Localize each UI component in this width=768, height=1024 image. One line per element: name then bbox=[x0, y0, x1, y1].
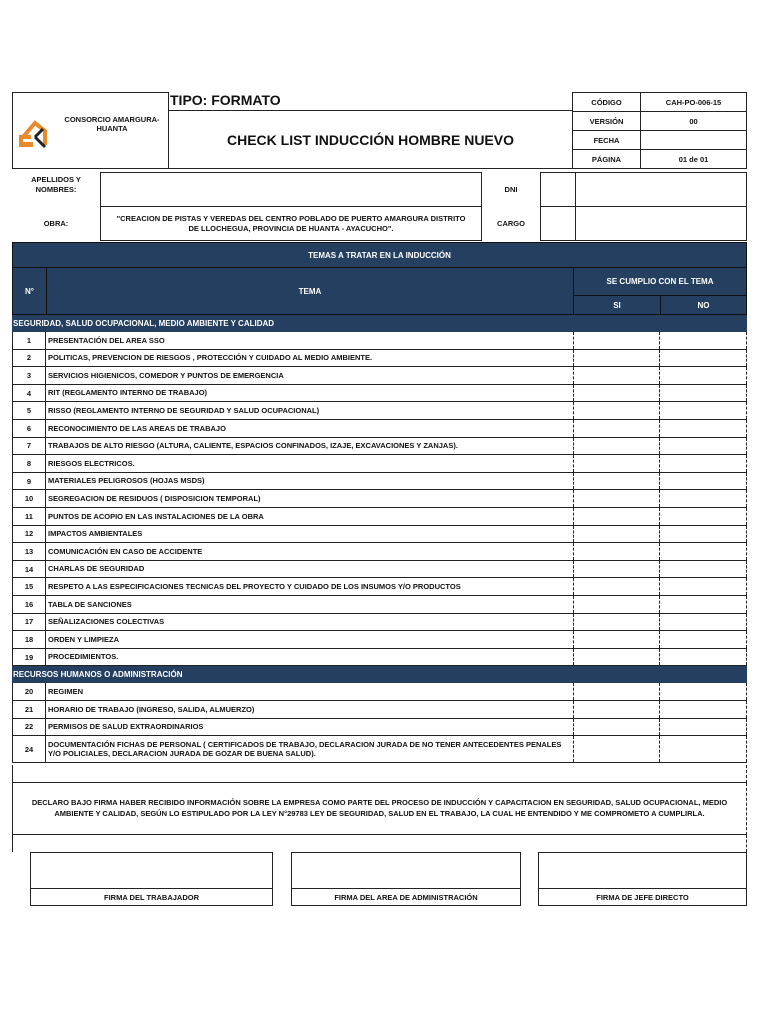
checkbox-si[interactable] bbox=[573, 578, 660, 595]
table-row bbox=[12, 631, 747, 649]
document-type: TIPO: FORMATO bbox=[170, 92, 281, 108]
row-topic: TABLA DE SANCIONES bbox=[48, 599, 132, 609]
company-logo-icon bbox=[17, 115, 51, 149]
row-number: 10 bbox=[12, 490, 46, 507]
checkbox-si[interactable] bbox=[573, 701, 660, 718]
row-number: 9 bbox=[12, 473, 46, 490]
checkbox-no[interactable] bbox=[660, 701, 747, 718]
table-row bbox=[12, 508, 747, 526]
signature-label: FIRMA DEL TRABAJADOR bbox=[30, 888, 273, 906]
obra-field: "CREACION DE PISTAS Y VEREDAS DEL CENTRO POBLADO DE PUERTO AMARGURA DISTRITO DE LLOCHEGUA, PROVINCIA DE HUANTA - AYACUCHO". bbox=[100, 206, 482, 241]
row-number: 19 bbox=[12, 649, 46, 666]
checkbox-si[interactable] bbox=[573, 526, 660, 543]
checkbox-no[interactable] bbox=[660, 490, 747, 507]
row-topic: DOCUMENTACIÓN FICHAS DE PERSONAL ( CERTIFICADOS DE TRABAJO, DECLARACION JURADA DE NO TENER ANTECEDENTES PENALES Y/O POLICIALES, DECLARACION JURADA DE GOZAR DE BUENA SALUD). bbox=[48, 739, 562, 759]
checkbox-no[interactable] bbox=[660, 332, 747, 349]
table-title: TEMAS A TRATAR EN LA INDUCCIÓN bbox=[13, 243, 746, 268]
checkbox-no[interactable] bbox=[660, 420, 747, 437]
table-row bbox=[12, 332, 747, 350]
empty-row bbox=[12, 765, 747, 783]
signature-label: FIRMA DE JEFE DIRECTO bbox=[538, 888, 747, 906]
row-number: 12 bbox=[12, 526, 46, 543]
table-row bbox=[12, 649, 747, 667]
row-topic: MATERIALES PELIGROSOS (HOJAS MSDS) bbox=[48, 476, 205, 486]
table-row bbox=[12, 561, 747, 579]
checkbox-si[interactable] bbox=[573, 438, 660, 455]
table-row bbox=[12, 736, 747, 763]
row-number: 11 bbox=[12, 508, 46, 525]
col-si: SI bbox=[574, 296, 661, 315]
checkbox-si[interactable] bbox=[573, 683, 660, 700]
row-number: 4 bbox=[12, 385, 46, 402]
row-topic: HORARIO DE TRABAJO (INGRESO, SALIDA, ALMUERZO) bbox=[48, 704, 255, 714]
checkbox-si[interactable] bbox=[573, 490, 660, 507]
checkbox-si[interactable] bbox=[573, 631, 660, 648]
col-no: NO bbox=[697, 301, 710, 310]
checkbox-si[interactable] bbox=[573, 385, 660, 402]
row-number: 22 bbox=[12, 719, 46, 736]
row-topic: RISSO (REGLAMENTO INTERNO DE SEGURIDAD Y SALUD OCUPACIONAL) bbox=[48, 406, 320, 415]
row-number: 3 bbox=[12, 367, 46, 384]
row-number: 14 bbox=[12, 561, 46, 578]
obra-label: OBRA: bbox=[43, 218, 69, 228]
table-row bbox=[12, 543, 747, 561]
row-number: 17 bbox=[12, 614, 46, 631]
checkbox-si[interactable] bbox=[573, 649, 660, 666]
checkbox-si[interactable] bbox=[573, 614, 660, 631]
cargo-box-a[interactable] bbox=[540, 206, 576, 241]
section-header: SEGURIDAD, SALUD OCUPACIONAL, MEDIO AMBIENTE Y CALIDAD bbox=[12, 315, 747, 332]
checkbox-no[interactable] bbox=[660, 438, 747, 455]
table-row bbox=[12, 683, 747, 701]
row-topic: RIT (REGLAMENTO INTERNO DE TRABAJO) bbox=[48, 388, 208, 398]
dni-box-a[interactable] bbox=[540, 172, 576, 207]
row-topic: RIESGOS ELECTRICOS. bbox=[48, 458, 135, 468]
row-number: 6 bbox=[12, 420, 46, 437]
table-row bbox=[12, 719, 747, 737]
cargo-label: CARGO bbox=[497, 218, 525, 228]
dni-label: DNI bbox=[504, 184, 518, 194]
meta-value-2 bbox=[640, 130, 747, 150]
table-row bbox=[12, 473, 747, 491]
row-number: 5 bbox=[12, 402, 46, 419]
checkbox-si[interactable] bbox=[573, 508, 660, 525]
col-cumplio: SE CUMPLIO CON EL TEMA bbox=[574, 268, 746, 296]
table-row bbox=[12, 455, 747, 473]
signature-box[interactable] bbox=[538, 852, 747, 889]
row-topic: POLITICAS, PREVENCION DE RIESGOS , PROTECCIÓN Y CUIDADO AL MEDIO AMBIENTE. bbox=[48, 353, 373, 363]
meta-value-0: CAH-PO-006-15 bbox=[640, 92, 747, 112]
checkbox-si[interactable] bbox=[573, 332, 660, 349]
meta-label-2: FECHA bbox=[572, 130, 641, 150]
row-number: 24 bbox=[12, 736, 46, 762]
page-title: CHECK LIST INDUCCIÓN HOMBRE NUEVO bbox=[168, 110, 573, 169]
checkbox-si[interactable] bbox=[573, 350, 660, 367]
checkbox-no[interactable] bbox=[660, 508, 747, 525]
row-number: 8 bbox=[12, 455, 46, 472]
table-row bbox=[12, 350, 747, 368]
checkbox-si[interactable] bbox=[573, 367, 660, 384]
checkbox-si[interactable] bbox=[573, 473, 660, 490]
row-topic: REGIMEN bbox=[48, 687, 84, 696]
table-row bbox=[12, 578, 747, 596]
names-field[interactable] bbox=[100, 172, 482, 207]
row-topic: CHARLAS DE SEGURIDAD bbox=[48, 564, 145, 574]
checkbox-si[interactable] bbox=[573, 561, 660, 578]
row-topic: PUNTOS DE ACOPIO EN LAS INSTALACIONES DE LA OBRA bbox=[48, 511, 264, 521]
table-row bbox=[12, 438, 747, 456]
table-row bbox=[12, 385, 747, 403]
row-topic: SERVICIOS HIGIENICOS, COMEDOR Y PUNTOS DE EMERGENCIA bbox=[48, 370, 284, 380]
checkbox-no[interactable] bbox=[660, 473, 747, 490]
row-number: 13 bbox=[12, 543, 46, 560]
meta-value-3: 01 de 01 bbox=[640, 149, 747, 169]
checkbox-no[interactable] bbox=[660, 402, 747, 419]
table-row bbox=[12, 402, 747, 420]
checkbox-si[interactable] bbox=[573, 402, 660, 419]
checkbox-no[interactable] bbox=[660, 578, 747, 595]
checkbox-no[interactable] bbox=[660, 631, 747, 648]
table-row bbox=[12, 526, 747, 544]
row-topic: RECONOCIMIENTO DE LAS AREAS DE TRABAJO bbox=[48, 423, 226, 433]
checkbox-no[interactable] bbox=[660, 649, 747, 666]
names-label: APELLIDOS Y NOMBRES: bbox=[31, 175, 81, 194]
signature-label: FIRMA DEL AREA DE ADMINISTRACIÓN bbox=[291, 888, 521, 906]
section-header: RECURSOS HUMANOS O ADMINISTRACIÓN bbox=[12, 666, 747, 683]
row-number: 2 bbox=[12, 350, 46, 367]
checkbox-no[interactable] bbox=[660, 683, 747, 700]
declaration-text: DECLARO BAJO FIRMA HABER RECIBIDO INFORMACIÓN SOBRE LA EMPRESA COMO PARTE DEL PROCESO DE INDUCCIÓN Y CAPACITACION EN SEGURIDAD, SALUD OCUPACIONAL, MEDIO AMBIENTE Y CALIDAD, SEGÚN LO ESTIPULADO POR LA LEY N°29783 LEY DE SEGURIDAD, SALUD EN EL TRABAJO, LA CUAL HE ENTENDIDO Y ME COMPROMETO A CUMPLIRLA. bbox=[12, 783, 747, 835]
checkbox-no[interactable] bbox=[660, 455, 747, 472]
row-number: 20 bbox=[12, 683, 46, 700]
meta-label-3: PÁGINA bbox=[572, 149, 641, 169]
spacer bbox=[12, 835, 747, 852]
row-number: 15 bbox=[12, 578, 46, 595]
checkbox-no[interactable] bbox=[660, 526, 747, 543]
signature-box[interactable] bbox=[291, 852, 521, 889]
row-topic: SEGREGACION DE RESIDUOS ( DISPOSICION TEMPORAL) bbox=[48, 494, 261, 503]
logo-box bbox=[12, 92, 169, 169]
checkbox-si[interactable] bbox=[573, 596, 660, 613]
checkbox-no[interactable] bbox=[660, 614, 747, 631]
checkbox-si[interactable] bbox=[573, 719, 660, 736]
row-number: 16 bbox=[12, 596, 46, 613]
signature-box[interactable] bbox=[30, 852, 273, 889]
table-header bbox=[12, 242, 747, 315]
row-topic: PRESENTACIÓN DEL AREA SSO bbox=[48, 335, 165, 345]
checkbox-no[interactable] bbox=[660, 367, 747, 384]
checkbox-si[interactable] bbox=[573, 736, 660, 762]
meta-label-1: VERSIÓN bbox=[572, 111, 641, 131]
row-topic: RESPETO A LAS ESPECIFICACIONES TECNICAS DEL PROYECTO Y CUIDADO DE LOS INSUMOS Y/O PRODUCTOS bbox=[48, 582, 461, 591]
table-row bbox=[12, 596, 747, 614]
row-topic: PROCEDIMIENTOS. bbox=[48, 652, 119, 662]
table-row bbox=[12, 701, 747, 719]
checkbox-si[interactable] bbox=[573, 543, 660, 560]
checkbox-no[interactable] bbox=[660, 561, 747, 578]
meta-value-1: 00 bbox=[640, 111, 747, 131]
checkbox-no[interactable] bbox=[660, 385, 747, 402]
row-topic: COMUNICACIÓN EN CASO DE ACCIDENTE bbox=[48, 546, 203, 556]
table-row bbox=[12, 367, 747, 385]
meta-label-0: CÓDIGO bbox=[572, 92, 641, 112]
cargo-field[interactable] bbox=[575, 206, 747, 241]
row-number: 7 bbox=[12, 438, 46, 455]
dni-field[interactable] bbox=[575, 172, 747, 207]
checkbox-no[interactable] bbox=[660, 736, 747, 762]
company-name: CONSORCIO AMARGURA-HUANTA bbox=[64, 115, 160, 134]
row-topic: IMPACTOS AMBIENTALES bbox=[48, 529, 143, 539]
checkbox-no[interactable] bbox=[660, 350, 747, 367]
row-number: 1 bbox=[12, 332, 46, 349]
col-tema: TEMA bbox=[47, 268, 574, 315]
row-number: 18 bbox=[12, 631, 46, 648]
row-topic: ORDEN Y LIMPIEZA bbox=[48, 634, 119, 644]
checkbox-si[interactable] bbox=[573, 455, 660, 472]
checkbox-no[interactable] bbox=[660, 596, 747, 613]
row-topic: PERMISOS DE SALUD EXTRAORDINARIOS bbox=[48, 722, 204, 732]
row-topic: TRABAJOS DE ALTO RIESGO (ALTURA, CALIENTE, ESPACIOS CONFINADOS, IZAJE, EXCAVACIONES Y ZANJAS). bbox=[48, 441, 458, 451]
table-row bbox=[12, 490, 747, 508]
table-row bbox=[12, 614, 747, 632]
row-number: 21 bbox=[12, 701, 46, 718]
checkbox-no[interactable] bbox=[660, 719, 747, 736]
col-n: N° bbox=[13, 268, 47, 315]
row-topic: SEÑALIZACIONES COLECTIVAS bbox=[48, 617, 165, 627]
checkbox-no[interactable] bbox=[660, 543, 747, 560]
table-row bbox=[12, 420, 747, 438]
checkbox-si[interactable] bbox=[573, 420, 660, 437]
